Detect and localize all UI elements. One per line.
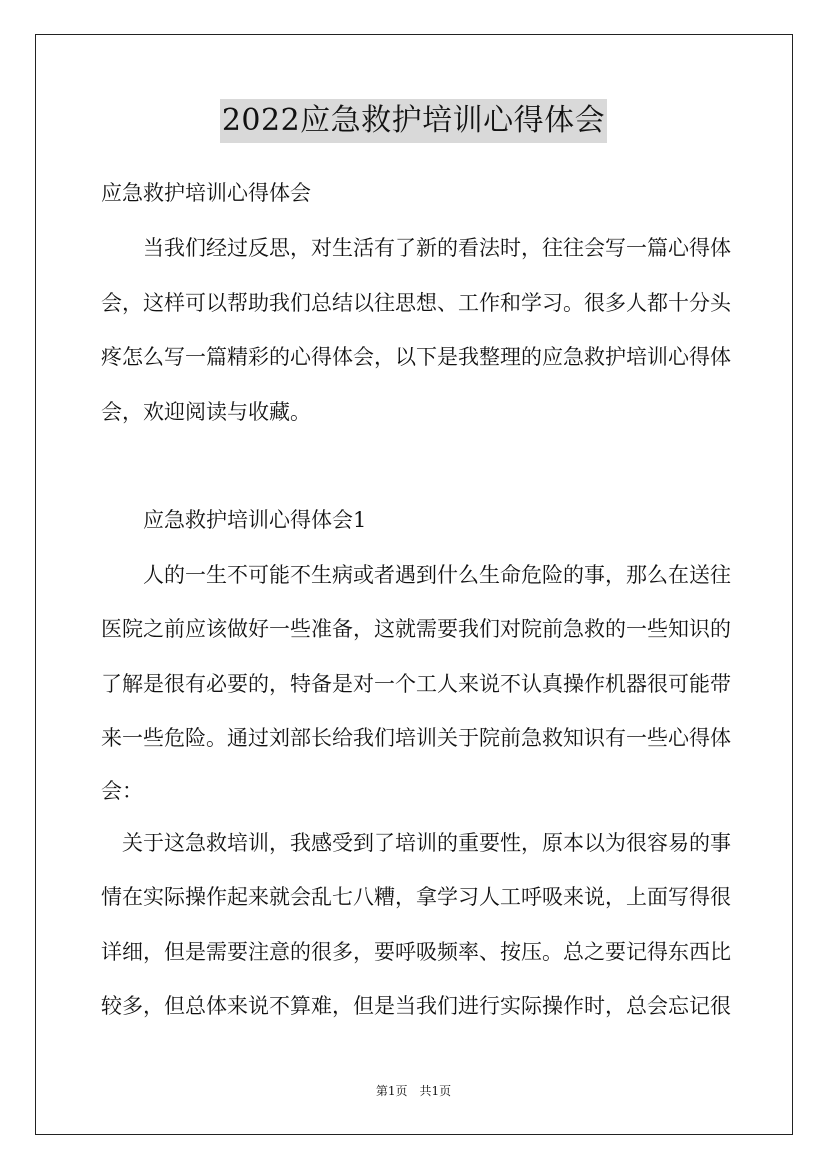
paragraph-line: 人的一生不可能不生病或者遇到什么生命危险的事，那么在送往 bbox=[101, 563, 731, 587]
paragraph-line: 医院之前应该做好一些准备，这就需要我们对院前急救的一些知识的 bbox=[101, 617, 731, 641]
document-subtitle: 应急救护培训心得体会 bbox=[101, 181, 311, 205]
paragraph-line: 当我们经过反思，对生活有了新的看法时，往往会写一篇心得体 bbox=[101, 236, 731, 260]
paragraph-line: 疼怎么写一篇精彩的心得体会，以下是我整理的应急救护培训心得体 bbox=[101, 345, 731, 369]
paragraph-line: 较多，但总体来说不算难，但是当我们进行实际操作时，总会忘记很 bbox=[101, 994, 731, 1018]
paragraph-line: 会，欢迎阅读与收藏。 bbox=[101, 400, 311, 424]
paragraph-line: 会： bbox=[101, 779, 143, 803]
paragraph-line: 详细，但是需要注意的很多，要呼吸频率、按压。总之要记得东西比 bbox=[101, 940, 731, 964]
title-container bbox=[0, 99, 827, 143]
document-title: 2022应急救护培训心得体会 bbox=[220, 99, 607, 143]
paragraph-line: 情在实际操作起来就会乱七八糟，拿学习人工呼吸来说，上面写得很 bbox=[101, 885, 731, 909]
paragraph-line: 关于这急救培训，我感受到了培训的重要性，原本以为很容易的事 bbox=[101, 831, 731, 855]
paragraph-line: 了解是很有必要的，特备是对一个工人来说不认真操作机器很可能带 bbox=[101, 672, 731, 696]
page-footer: 第1页 共1页 bbox=[375, 1084, 452, 1098]
paragraph-line: 会，这样可以帮助我们总结以往思想、工作和学习。很多人都十分头 bbox=[101, 291, 731, 315]
paragraph-line: 来一些危险。通过刘部长给我们培训关于院前急救知识有一些心得体 bbox=[101, 726, 731, 750]
section-heading: 应急救护培训心得体会1 bbox=[101, 508, 367, 532]
